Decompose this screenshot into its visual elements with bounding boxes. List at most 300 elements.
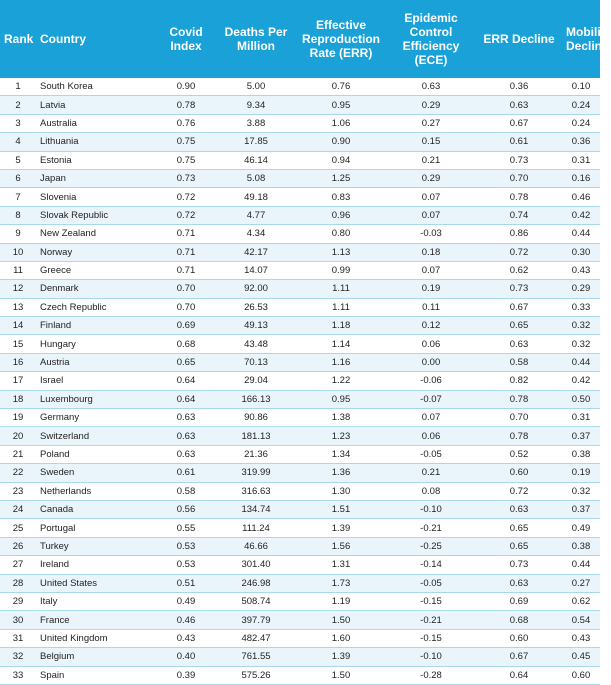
cell-country: Switzerland — [36, 427, 156, 445]
cell-country: Hungary — [36, 335, 156, 353]
cell-deaths-per-million: 3.88 — [216, 114, 296, 132]
cell-ece: 0.06 — [386, 335, 476, 353]
cell-ece: 0.21 — [386, 464, 476, 482]
cell-rank: 25 — [0, 519, 36, 537]
table-row — [0, 243, 600, 261]
cell-covid-index: 0.64 — [156, 372, 216, 390]
cell-deaths-per-million: 319.99 — [216, 464, 296, 482]
cell-covid-index: 0.71 — [156, 243, 216, 261]
cell-err: 1.38 — [296, 409, 386, 427]
cell-rank: 19 — [0, 409, 36, 427]
table-row — [0, 261, 600, 279]
cell-rank: 18 — [0, 390, 36, 408]
cell-err: 1.11 — [296, 280, 386, 298]
cell-err-decline: 0.72 — [476, 482, 562, 500]
cell-rank: 20 — [0, 427, 36, 445]
cell-rank: 4 — [0, 133, 36, 151]
cell-covid-index: 0.63 — [156, 409, 216, 427]
cell-mobility-decline: 0.24 — [562, 96, 600, 114]
cell-err: 0.83 — [296, 188, 386, 206]
cell-rank: 28 — [0, 574, 36, 592]
cell-covid-index: 0.69 — [156, 317, 216, 335]
table-row — [0, 611, 600, 629]
cell-err-decline: 0.67 — [476, 298, 562, 316]
cell-err: 1.39 — [296, 519, 386, 537]
cell-country: New Zealand — [36, 225, 156, 243]
cell-covid-index: 0.46 — [156, 611, 216, 629]
table-row — [0, 445, 600, 463]
cell-err-decline: 0.36 — [476, 78, 562, 96]
cell-covid-index: 0.75 — [156, 133, 216, 151]
cell-country: Canada — [36, 500, 156, 518]
cell-deaths-per-million: 166.13 — [216, 390, 296, 408]
cell-country: Germany — [36, 409, 156, 427]
cell-deaths-per-million: 5.00 — [216, 78, 296, 96]
cell-mobility-decline: 0.19 — [562, 464, 600, 482]
cell-ece: 0.21 — [386, 151, 476, 169]
cell-ece: -0.07 — [386, 390, 476, 408]
cell-mobility-decline: 0.54 — [562, 611, 600, 629]
cell-err: 1.31 — [296, 556, 386, 574]
cell-mobility-decline: 0.10 — [562, 78, 600, 96]
header-err: Effective Reproduction Rate (ERR) — [296, 0, 386, 78]
cell-rank: 22 — [0, 464, 36, 482]
table-row — [0, 574, 600, 592]
cell-mobility-decline: 0.44 — [562, 556, 600, 574]
cell-err: 1.60 — [296, 629, 386, 647]
table-row — [0, 206, 600, 224]
cell-ece: 0.29 — [386, 169, 476, 187]
cell-ece: -0.05 — [386, 445, 476, 463]
cell-rank: 17 — [0, 372, 36, 390]
cell-mobility-decline: 0.44 — [562, 353, 600, 371]
table-row — [0, 317, 600, 335]
header-country: Country — [36, 0, 156, 78]
cell-deaths-per-million: 42.17 — [216, 243, 296, 261]
cell-deaths-per-million: 70.13 — [216, 353, 296, 371]
cell-err: 1.34 — [296, 445, 386, 463]
cell-mobility-decline: 0.33 — [562, 298, 600, 316]
cell-err: 0.99 — [296, 261, 386, 279]
cell-err: 1.19 — [296, 592, 386, 610]
cell-rank: 8 — [0, 206, 36, 224]
cell-mobility-decline: 0.43 — [562, 629, 600, 647]
cell-mobility-decline: 0.45 — [562, 648, 600, 666]
cell-ece: 0.19 — [386, 280, 476, 298]
cell-ece: -0.25 — [386, 537, 476, 555]
cell-err: 0.95 — [296, 96, 386, 114]
table-row — [0, 556, 600, 574]
cell-covid-index: 0.40 — [156, 648, 216, 666]
cell-rank: 5 — [0, 151, 36, 169]
cell-country: Netherlands — [36, 482, 156, 500]
table-row — [0, 666, 600, 684]
cell-ece: -0.03 — [386, 225, 476, 243]
cell-country: Belgium — [36, 648, 156, 666]
cell-err: 0.80 — [296, 225, 386, 243]
cell-deaths-per-million: 508.74 — [216, 592, 296, 610]
table-row — [0, 519, 600, 537]
header-row — [0, 0, 600, 78]
cell-covid-index: 0.58 — [156, 482, 216, 500]
cell-rank: 26 — [0, 537, 36, 555]
cell-err-decline: 0.70 — [476, 169, 562, 187]
cell-err: 1.11 — [296, 298, 386, 316]
cell-covid-index: 0.90 — [156, 78, 216, 96]
cell-err: 1.23 — [296, 427, 386, 445]
cell-ece: -0.15 — [386, 592, 476, 610]
cell-country: Lithuania — [36, 133, 156, 151]
cell-covid-index: 0.73 — [156, 169, 216, 187]
cell-ece: 0.12 — [386, 317, 476, 335]
cell-ece: 0.07 — [386, 409, 476, 427]
table-row — [0, 372, 600, 390]
cell-err-decline: 0.58 — [476, 353, 562, 371]
cell-err: 1.25 — [296, 169, 386, 187]
table-header — [0, 0, 611, 78]
cell-covid-index: 0.43 — [156, 629, 216, 647]
table-row — [0, 648, 600, 666]
cell-covid-index: 0.75 — [156, 151, 216, 169]
cell-mobility-decline: 0.27 — [562, 574, 600, 592]
cell-rank: 1 — [0, 78, 36, 96]
cell-country: Finland — [36, 317, 156, 335]
cell-covid-index: 0.53 — [156, 556, 216, 574]
cell-ece: 0.11 — [386, 298, 476, 316]
cell-deaths-per-million: 21.36 — [216, 445, 296, 463]
cell-err: 0.95 — [296, 390, 386, 408]
table-row — [0, 409, 600, 427]
cell-covid-index: 0.71 — [156, 261, 216, 279]
cell-country: Spain — [36, 666, 156, 684]
cell-rank: 29 — [0, 592, 36, 610]
cell-mobility-decline: 0.31 — [562, 151, 600, 169]
cell-country: Austria — [36, 353, 156, 371]
cell-err-decline: 0.78 — [476, 188, 562, 206]
cell-mobility-decline: 0.44 — [562, 225, 600, 243]
cell-ece: -0.21 — [386, 519, 476, 537]
cell-country: Israel — [36, 372, 156, 390]
cell-err-decline: 0.62 — [476, 261, 562, 279]
cell-mobility-decline: 0.60 — [562, 666, 600, 684]
header-err-decline: ERR Decline — [476, 0, 562, 78]
cell-country: Australia — [36, 114, 156, 132]
cell-err-decline: 0.61 — [476, 133, 562, 151]
cell-ece: -0.28 — [386, 666, 476, 684]
cell-country: Italy — [36, 592, 156, 610]
cell-err-decline: 0.52 — [476, 445, 562, 463]
cell-err-decline: 0.72 — [476, 243, 562, 261]
cell-err-decline: 0.78 — [476, 427, 562, 445]
table-row — [0, 335, 600, 353]
cell-rank: 30 — [0, 611, 36, 629]
cell-ece: 0.08 — [386, 482, 476, 500]
cell-err: 1.06 — [296, 114, 386, 132]
cell-mobility-decline: 0.31 — [562, 409, 600, 427]
cell-err-decline: 0.82 — [476, 372, 562, 390]
cell-deaths-per-million: 181.13 — [216, 427, 296, 445]
cell-ece: 0.15 — [386, 133, 476, 151]
cell-country: Slovak Republic — [36, 206, 156, 224]
cell-country: Latvia — [36, 96, 156, 114]
cell-deaths-per-million: 134.74 — [216, 500, 296, 518]
cell-covid-index: 0.78 — [156, 96, 216, 114]
cell-covid-index: 0.72 — [156, 206, 216, 224]
cell-err-decline: 0.73 — [476, 280, 562, 298]
cell-mobility-decline: 0.42 — [562, 372, 600, 390]
cell-err-decline: 0.65 — [476, 537, 562, 555]
cell-err: 1.39 — [296, 648, 386, 666]
cell-deaths-per-million: 111.24 — [216, 519, 296, 537]
cell-country: Poland — [36, 445, 156, 463]
cell-deaths-per-million: 43.48 — [216, 335, 296, 353]
cell-mobility-decline: 0.38 — [562, 445, 600, 463]
cell-rank: 3 — [0, 114, 36, 132]
cell-deaths-per-million: 92.00 — [216, 280, 296, 298]
cell-mobility-decline: 0.32 — [562, 482, 600, 500]
cell-mobility-decline: 0.16 — [562, 169, 600, 187]
cell-deaths-per-million: 316.63 — [216, 482, 296, 500]
cell-deaths-per-million: 397.79 — [216, 611, 296, 629]
cell-err: 1.13 — [296, 243, 386, 261]
cell-country: South Korea — [36, 78, 156, 96]
cell-covid-index: 0.51 — [156, 574, 216, 592]
cell-err: 1.36 — [296, 464, 386, 482]
cell-deaths-per-million: 5.08 — [216, 169, 296, 187]
cell-err: 1.30 — [296, 482, 386, 500]
cell-mobility-decline: 0.36 — [562, 133, 600, 151]
cell-rank: 10 — [0, 243, 36, 261]
cell-covid-index: 0.70 — [156, 280, 216, 298]
cell-country: Estonia — [36, 151, 156, 169]
cell-country: United Kingdom — [36, 629, 156, 647]
cell-mobility-decline: 0.29 — [562, 280, 600, 298]
cell-covid-index: 0.68 — [156, 335, 216, 353]
cell-ece: 0.07 — [386, 261, 476, 279]
cell-err: 1.51 — [296, 500, 386, 518]
cell-rank: 21 — [0, 445, 36, 463]
cell-ece: -0.10 — [386, 648, 476, 666]
cell-mobility-decline: 0.38 — [562, 537, 600, 555]
cell-ece: -0.21 — [386, 611, 476, 629]
cell-country: Japan — [36, 169, 156, 187]
table-row — [0, 629, 600, 647]
cell-err-decline: 0.60 — [476, 464, 562, 482]
cell-deaths-per-million: 301.40 — [216, 556, 296, 574]
table-row — [0, 390, 600, 408]
table-row — [0, 280, 600, 298]
cell-err-decline: 0.63 — [476, 500, 562, 518]
cell-deaths-per-million: 761.55 — [216, 648, 296, 666]
cell-covid-index: 0.72 — [156, 188, 216, 206]
cell-country: Sweden — [36, 464, 156, 482]
cell-err: 1.22 — [296, 372, 386, 390]
cell-covid-index: 0.55 — [156, 519, 216, 537]
cell-country: Czech Republic — [36, 298, 156, 316]
table-row — [0, 464, 600, 482]
cell-deaths-per-million: 49.13 — [216, 317, 296, 335]
cell-mobility-decline: 0.37 — [562, 500, 600, 518]
cell-err: 0.76 — [296, 78, 386, 96]
cell-rank: 23 — [0, 482, 36, 500]
cell-covid-index: 0.61 — [156, 464, 216, 482]
cell-deaths-per-million: 246.98 — [216, 574, 296, 592]
cell-err-decline: 0.67 — [476, 114, 562, 132]
cell-deaths-per-million: 29.04 — [216, 372, 296, 390]
cell-ece: 0.29 — [386, 96, 476, 114]
cell-country: Slovenia — [36, 188, 156, 206]
cell-rank: 16 — [0, 353, 36, 371]
table-body — [0, 78, 600, 684]
table-row — [0, 500, 600, 518]
cell-covid-index: 0.56 — [156, 500, 216, 518]
cell-err-decline: 0.78 — [476, 390, 562, 408]
cell-country: United States — [36, 574, 156, 592]
cell-err-decline: 0.63 — [476, 96, 562, 114]
cell-covid-index: 0.76 — [156, 114, 216, 132]
cell-rank: 9 — [0, 225, 36, 243]
cell-country: Norway — [36, 243, 156, 261]
table-row — [0, 225, 600, 243]
cell-err: 1.18 — [296, 317, 386, 335]
cell-deaths-per-million: 4.34 — [216, 225, 296, 243]
cell-ece: 0.07 — [386, 188, 476, 206]
cell-err-decline: 0.86 — [476, 225, 562, 243]
cell-err-decline: 0.63 — [476, 574, 562, 592]
cell-ece: -0.06 — [386, 372, 476, 390]
header-ece: Epidemic Control Efficiency (ECE) — [386, 0, 476, 78]
cell-covid-index: 0.39 — [156, 666, 216, 684]
cell-err: 0.96 — [296, 206, 386, 224]
table-row — [0, 353, 600, 371]
table-row — [0, 592, 600, 610]
cell-deaths-per-million: 14.07 — [216, 261, 296, 279]
cell-covid-index: 0.65 — [156, 353, 216, 371]
cell-covid-index: 0.53 — [156, 537, 216, 555]
cell-country: Greece — [36, 261, 156, 279]
cell-deaths-per-million: 26.53 — [216, 298, 296, 316]
cell-covid-index: 0.71 — [156, 225, 216, 243]
cell-rank: 2 — [0, 96, 36, 114]
cell-err: 0.90 — [296, 133, 386, 151]
table-row — [0, 133, 600, 151]
cell-mobility-decline: 0.50 — [562, 390, 600, 408]
cell-mobility-decline: 0.43 — [562, 261, 600, 279]
cell-ece: -0.15 — [386, 629, 476, 647]
table-row — [0, 151, 600, 169]
cell-err-decline: 0.65 — [476, 519, 562, 537]
cell-rank: 31 — [0, 629, 36, 647]
cell-err: 1.16 — [296, 353, 386, 371]
table-row — [0, 188, 600, 206]
cell-ece: 0.00 — [386, 353, 476, 371]
cell-covid-index: 0.63 — [156, 427, 216, 445]
cell-ece: 0.06 — [386, 427, 476, 445]
cell-mobility-decline: 0.49 — [562, 519, 600, 537]
cell-deaths-per-million: 575.26 — [216, 666, 296, 684]
cell-rank: 6 — [0, 169, 36, 187]
cell-deaths-per-million: 46.14 — [216, 151, 296, 169]
cell-deaths-per-million: 9.34 — [216, 96, 296, 114]
cell-rank: 7 — [0, 188, 36, 206]
cell-err-decline: 0.69 — [476, 592, 562, 610]
cell-ece: 0.63 — [386, 78, 476, 96]
cell-err: 1.50 — [296, 666, 386, 684]
cell-err-decline: 0.73 — [476, 151, 562, 169]
cell-ece: 0.27 — [386, 114, 476, 132]
table-row — [0, 427, 600, 445]
table-row — [0, 298, 600, 316]
cell-deaths-per-million: 17.85 — [216, 133, 296, 151]
cell-deaths-per-million: 49.18 — [216, 188, 296, 206]
cell-rank: 27 — [0, 556, 36, 574]
cell-country: Ireland — [36, 556, 156, 574]
cell-err-decline: 0.63 — [476, 335, 562, 353]
cell-ece: -0.14 — [386, 556, 476, 574]
table-row — [0, 96, 600, 114]
header-rank: Rank — [0, 0, 36, 78]
cell-mobility-decline: 0.46 — [562, 188, 600, 206]
cell-rank: 12 — [0, 280, 36, 298]
cell-err-decline: 0.73 — [476, 556, 562, 574]
cell-covid-index: 0.49 — [156, 592, 216, 610]
cell-rank: 13 — [0, 298, 36, 316]
cell-rank: 15 — [0, 335, 36, 353]
cell-covid-index: 0.63 — [156, 445, 216, 463]
header-covid-index: Covid Index — [156, 0, 216, 78]
cell-deaths-per-million: 482.47 — [216, 629, 296, 647]
table-row — [0, 78, 600, 96]
cell-mobility-decline: 0.24 — [562, 114, 600, 132]
cell-err-decline: 0.74 — [476, 206, 562, 224]
cell-deaths-per-million: 46.66 — [216, 537, 296, 555]
cell-err: 1.56 — [296, 537, 386, 555]
cell-err-decline: 0.65 — [476, 317, 562, 335]
cell-mobility-decline: 0.42 — [562, 206, 600, 224]
cell-mobility-decline: 0.32 — [562, 335, 600, 353]
header-deaths-per-million: Deaths Per Million — [216, 0, 296, 78]
cell-deaths-per-million: 4.77 — [216, 206, 296, 224]
cell-rank: 33 — [0, 666, 36, 684]
cell-err-decline: 0.67 — [476, 648, 562, 666]
cell-err: 1.73 — [296, 574, 386, 592]
cell-covid-index: 0.70 — [156, 298, 216, 316]
cell-err-decline: 0.70 — [476, 409, 562, 427]
cell-err-decline: 0.60 — [476, 629, 562, 647]
cell-err: 1.14 — [296, 335, 386, 353]
table-row — [0, 537, 600, 555]
cell-mobility-decline: 0.37 — [562, 427, 600, 445]
cell-country: France — [36, 611, 156, 629]
cell-err: 0.94 — [296, 151, 386, 169]
cell-country: Luxembourg — [36, 390, 156, 408]
cell-rank: 11 — [0, 261, 36, 279]
cell-err: 1.50 — [296, 611, 386, 629]
table-row — [0, 114, 600, 132]
cell-ece: -0.05 — [386, 574, 476, 592]
table-row — [0, 169, 600, 187]
cell-mobility-decline: 0.32 — [562, 317, 600, 335]
cell-mobility-decline: 0.30 — [562, 243, 600, 261]
cell-ece: 0.18 — [386, 243, 476, 261]
cell-rank: 14 — [0, 317, 36, 335]
cell-country: Portugal — [36, 519, 156, 537]
table-row — [0, 482, 600, 500]
cell-mobility-decline: 0.62 — [562, 592, 600, 610]
cell-err-decline: 0.64 — [476, 666, 562, 684]
cell-ece: -0.10 — [386, 500, 476, 518]
cell-country: Turkey — [36, 537, 156, 555]
